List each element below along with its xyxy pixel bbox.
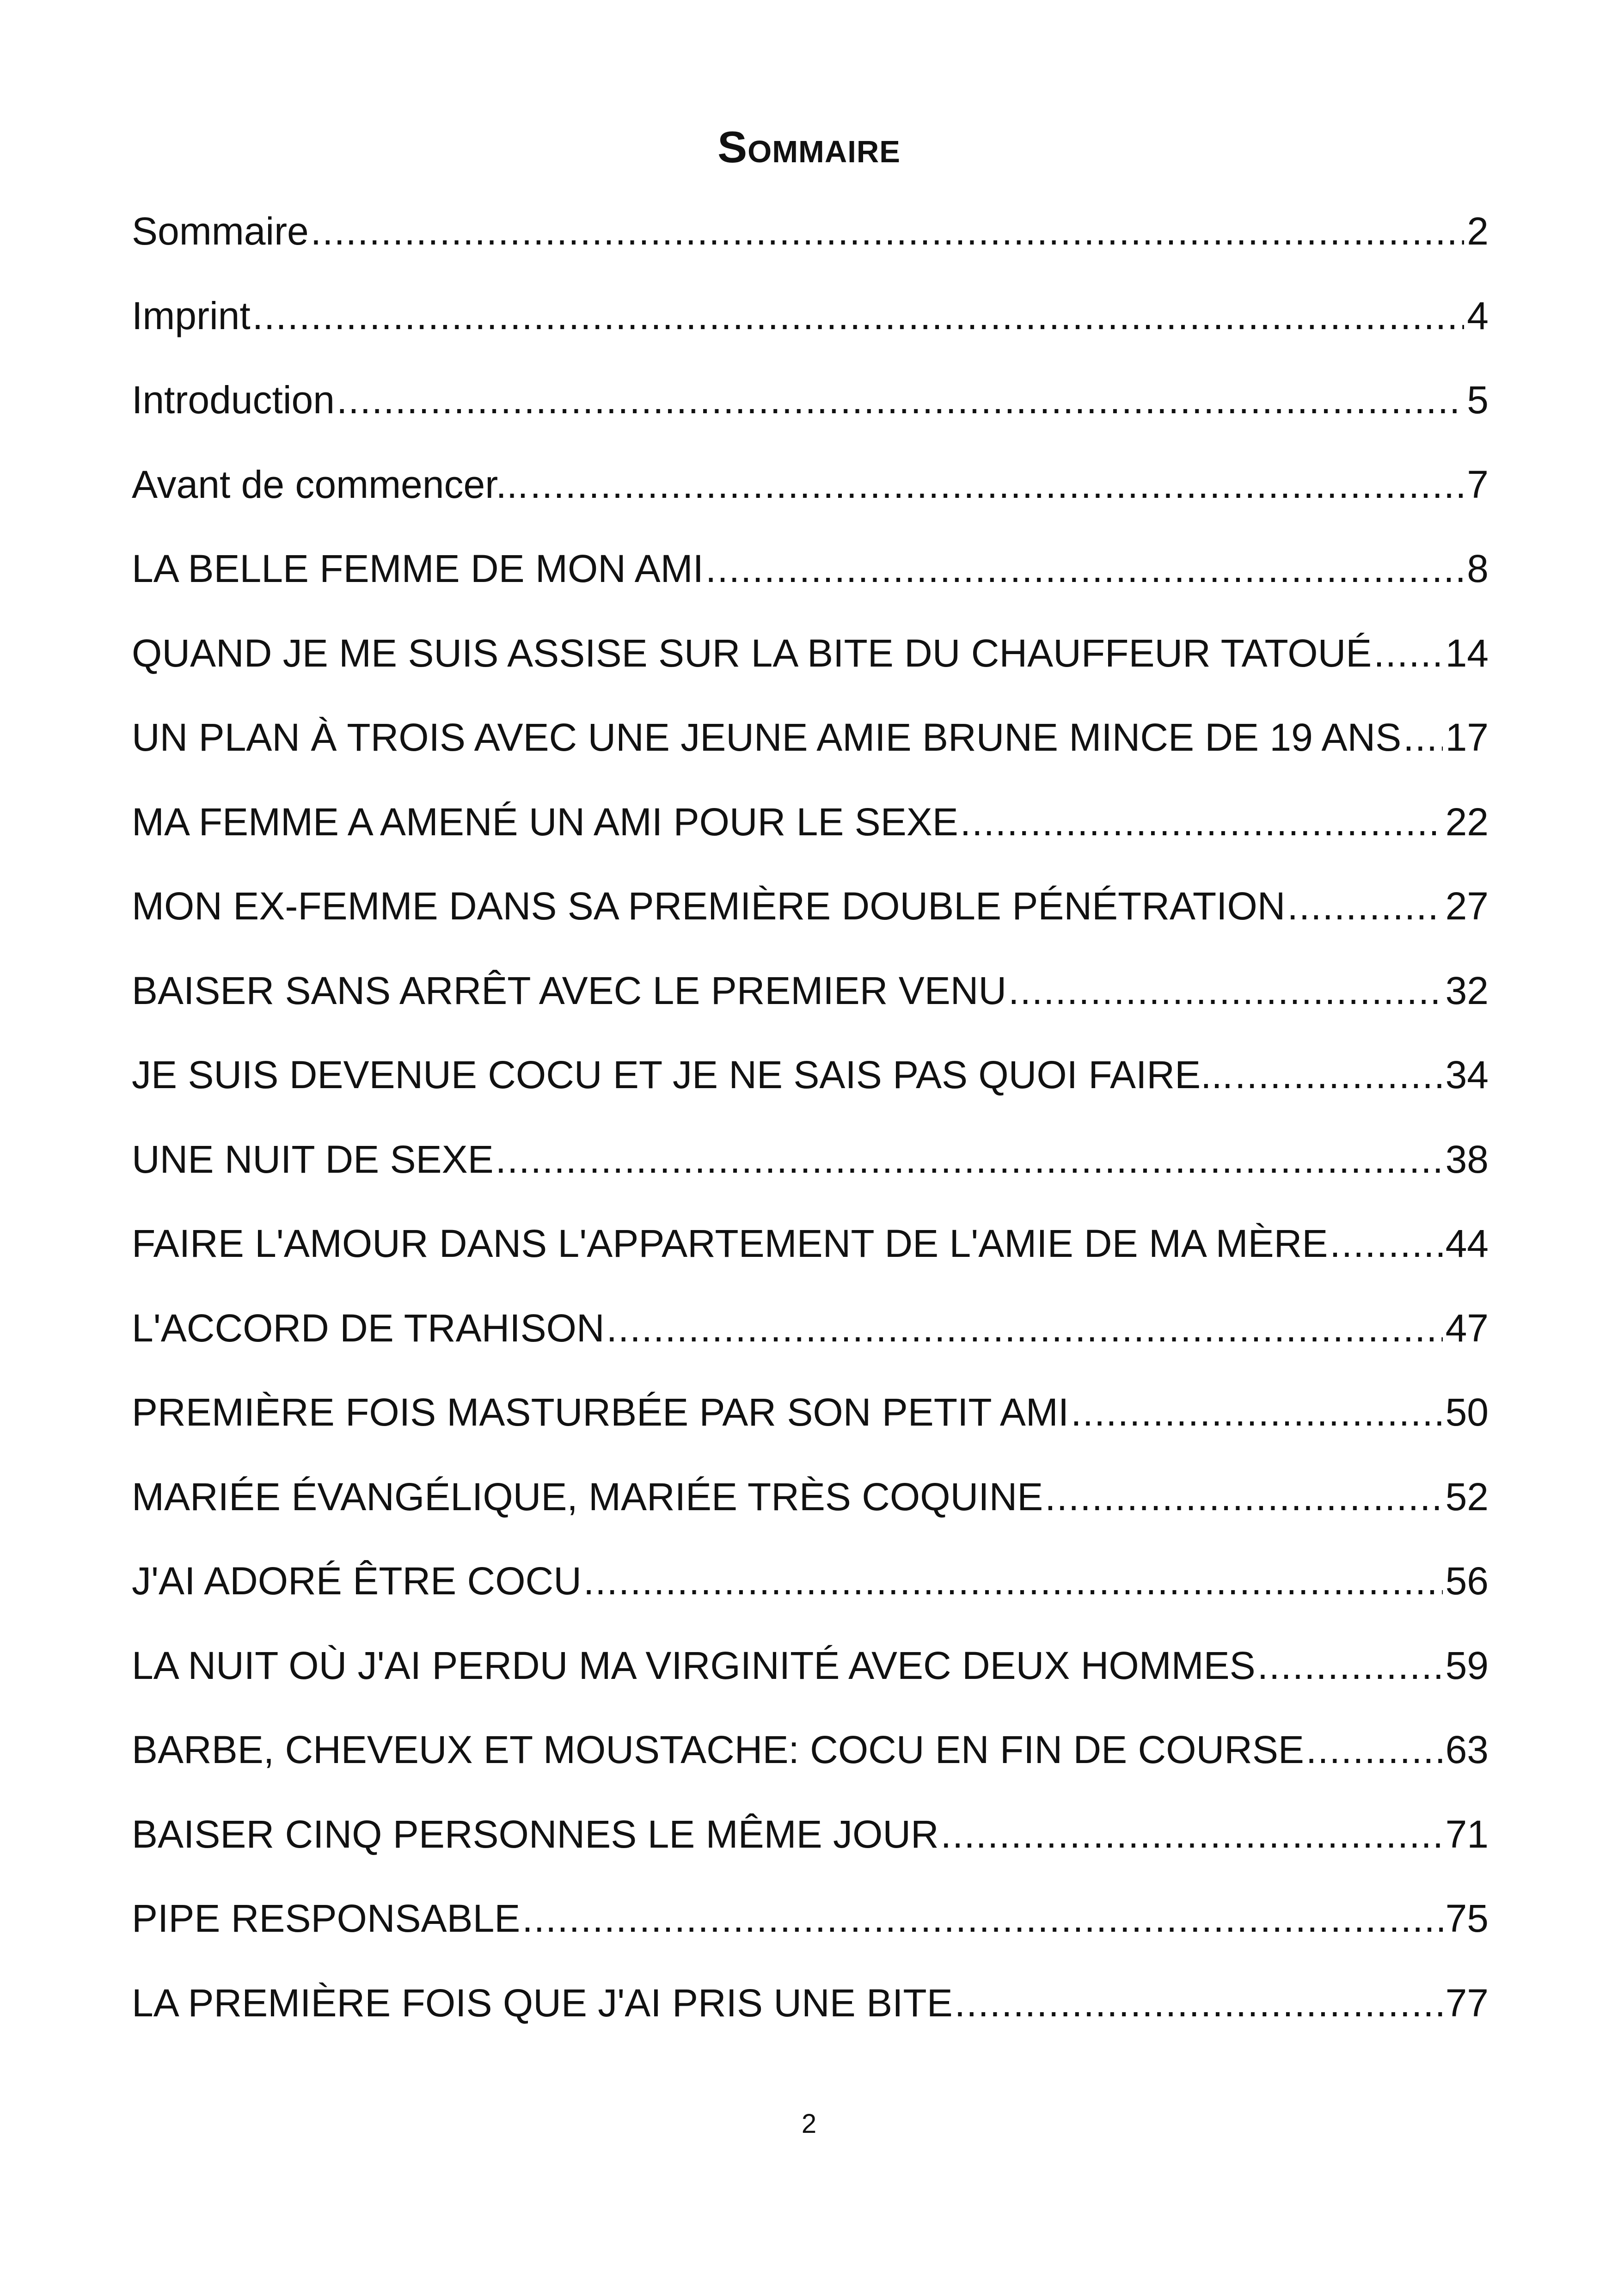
toc-entry[interactable] xyxy=(132,283,1489,368)
toc-entry[interactable] xyxy=(132,958,1489,1043)
toc-entry[interactable] xyxy=(132,1549,1489,1633)
toc-dot-leader xyxy=(1071,1380,1442,1445)
toc-dot-leader xyxy=(337,367,1464,432)
toc-dot-leader xyxy=(705,536,1464,601)
toc-entry-title: Avant de commencer... xyxy=(132,462,528,506)
table-of-contents xyxy=(132,199,1489,2055)
toc-entry[interactable] xyxy=(132,199,1489,283)
toc-entry[interactable] xyxy=(132,536,1489,621)
toc-entry-page: 4 xyxy=(1467,294,1489,337)
toc-dot-leader xyxy=(1045,1464,1442,1529)
toc-entry[interactable] xyxy=(132,452,1489,537)
toc-entry-page: 14 xyxy=(1445,631,1489,675)
toc-entry-title: BARBE, CHEVEUX ET MOUSTACHE: COCU EN FIN DE COURSE xyxy=(132,1728,1304,1771)
toc-entry-title: MON EX-FEMME DANS SA PREMIÈRE DOUBLE PÉNÉTRATION xyxy=(132,884,1286,928)
toc-entry-title: Imprint xyxy=(132,294,251,337)
toc-dot-leader xyxy=(583,1549,1443,1613)
toc-entry[interactable] xyxy=(132,1464,1489,1549)
toc-entry[interactable] xyxy=(132,705,1489,790)
toc-dot-leader xyxy=(955,1971,1443,2035)
toc-entry-title: LA NUIT OÙ J'AI PERDU MA VIRGINITÉ AVEC DEUX HOMMES xyxy=(132,1643,1256,1687)
toc-entry-page: 5 xyxy=(1467,378,1489,422)
toc-dot-leader xyxy=(1287,874,1442,938)
toc-entry[interactable] xyxy=(132,1380,1489,1464)
toc-dot-leader xyxy=(252,283,1465,348)
toc-entry-title: QUAND JE ME SUIS ASSISE SUR LA BITE DU CHAUFFEUR TATOUÉ xyxy=(132,631,1372,675)
toc-dot-leader xyxy=(941,1802,1443,1867)
toc-dot-leader xyxy=(607,1296,1443,1360)
toc-entry-title: MA FEMME A AMENÉ UN AMI POUR LE SEXE xyxy=(132,800,958,844)
toc-entry[interactable] xyxy=(132,1717,1489,1802)
toc-entry[interactable] xyxy=(132,790,1489,874)
toc-entry-title: L'ACCORD DE TRAHISON xyxy=(132,1306,605,1350)
toc-entry-title: MARIÉE ÉVANGÉLIQUE, MARIÉE TRÈS COQUINE xyxy=(132,1475,1043,1518)
toc-entry-page: 52 xyxy=(1445,1475,1489,1518)
toc-dot-leader xyxy=(530,452,1465,517)
toc-dot-leader xyxy=(960,790,1443,854)
toc-entry-title: Introduction xyxy=(132,378,335,422)
toc-entry[interactable] xyxy=(132,1042,1489,1127)
toc-entry[interactable] xyxy=(132,1127,1489,1212)
toc-entry-title: FAIRE L'AMOUR DANS L'APPARTEMENT DE L'AMIE DE MA MÈRE xyxy=(132,1222,1328,1265)
toc-entry[interactable] xyxy=(132,1211,1489,1296)
toc-dot-leader xyxy=(1330,1211,1442,1276)
toc-entry-title: PREMIÈRE FOIS MASTURBÉE PAR SON PETIT AMI xyxy=(132,1390,1069,1434)
toc-entry-page: 32 xyxy=(1445,968,1489,1012)
toc-entry[interactable] xyxy=(132,1633,1489,1718)
toc-dot-leader xyxy=(1306,1717,1443,1782)
toc-entry-title: UNE NUIT DE SEXE xyxy=(132,1137,494,1181)
toc-entry-title: LA BELLE FEMME DE MON AMI xyxy=(132,547,704,590)
toc-entry-page: 59 xyxy=(1445,1643,1489,1687)
toc-entry-page: 17 xyxy=(1445,716,1489,759)
toc-entry[interactable] xyxy=(132,621,1489,705)
toc-entry-page: 22 xyxy=(1445,800,1489,844)
toc-entry[interactable] xyxy=(132,1802,1489,1886)
toc-entry[interactable] xyxy=(132,1886,1489,1971)
toc-dot-leader xyxy=(1257,1633,1443,1698)
toc-entry-page: 27 xyxy=(1445,884,1489,928)
toc-entry[interactable] xyxy=(132,1296,1489,1380)
toc-entry[interactable] xyxy=(132,874,1489,958)
toc-entry-page: 47 xyxy=(1445,1306,1489,1350)
toc-entry-title: BAISER SANS ARRÊT AVEC LE PREMIER VENU xyxy=(132,968,1007,1012)
toc-entry-page: 8 xyxy=(1467,547,1489,590)
toc-dot-leader xyxy=(1235,1042,1442,1107)
toc-entry-page: 63 xyxy=(1445,1728,1489,1771)
toc-entry-page: 34 xyxy=(1445,1053,1489,1096)
toc-entry-page: 56 xyxy=(1445,1559,1489,1603)
toc-entry-title: UN PLAN À TROIS AVEC UNE JEUNE AMIE BRUNE MINCE DE 19 ANS xyxy=(132,716,1402,759)
toc-entry-title: PIPE RESPONSABLE xyxy=(132,1897,521,1940)
page-title: Sommaire xyxy=(717,122,901,172)
toc-entry-title: Sommaire xyxy=(132,209,309,253)
toc-entry-page: 50 xyxy=(1445,1390,1489,1434)
toc-entry[interactable] xyxy=(132,1971,1489,2055)
toc-entry-page: 38 xyxy=(1445,1137,1489,1181)
toc-dot-leader xyxy=(1008,958,1442,1023)
toc-entry-page: 75 xyxy=(1445,1897,1489,1940)
toc-dot-leader xyxy=(1403,705,1442,770)
page-number: 2 xyxy=(801,2109,817,2139)
toc-entry-page: 44 xyxy=(1445,1222,1489,1265)
toc-entry-page: 77 xyxy=(1445,1981,1489,2025)
toc-entry[interactable] xyxy=(132,367,1489,452)
toc-dot-leader xyxy=(311,199,1465,263)
toc-entry-page: 7 xyxy=(1467,462,1489,506)
toc-dot-leader xyxy=(522,1886,1442,1951)
toc-entry-page: 71 xyxy=(1445,1812,1489,1856)
toc-dot-leader xyxy=(1373,621,1442,686)
toc-entry-title: BAISER CINQ PERSONNES LE MÊME JOUR xyxy=(132,1812,939,1856)
toc-entry-title: J'AI ADORÉ ÊTRE COCU xyxy=(132,1559,582,1603)
toc-dot-leader xyxy=(496,1127,1443,1192)
toc-entry-title: LA PREMIÈRE FOIS QUE J'AI PRIS UNE BITE xyxy=(132,1981,953,2025)
toc-entry-title: JE SUIS DEVENUE COCU ET JE NE SAIS PAS QUOI FAIRE... xyxy=(132,1053,1233,1096)
toc-entry-page: 2 xyxy=(1467,209,1489,253)
